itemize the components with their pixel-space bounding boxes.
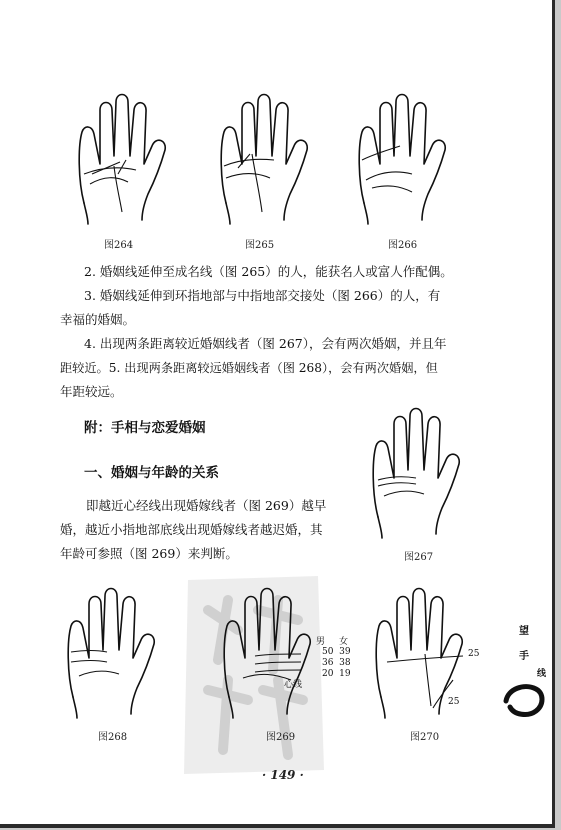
figure-267-palm bbox=[360, 402, 478, 542]
paragraph-2: 2. 婚姻线延伸至成名线（图 265）的人，能获名人或富人作配偶。 bbox=[84, 264, 453, 279]
fig270-label-lower: 25 bbox=[448, 697, 460, 707]
figure-264-caption: 图264 bbox=[104, 240, 134, 251]
figure-266-palm bbox=[350, 88, 460, 228]
paragraph-3-line1: 3. 婚姻线延伸到环指地部与中指地部交接处（图 266）的人，有 bbox=[84, 288, 441, 303]
paragraph-6-line3: 年龄可参照（图 269）来判断。 bbox=[60, 546, 238, 561]
paragraph-4-line2: 距较近。5. 出现两条距离较远婚姻线者（图 268），会有两次婚姻，但 bbox=[60, 361, 438, 375]
figure-265-caption: 图265 bbox=[245, 240, 275, 251]
fig269-label-row1: 50 39 bbox=[322, 647, 351, 657]
figure-268-caption: 图268 bbox=[98, 732, 128, 743]
fig269-label-row3: 20 19 bbox=[322, 669, 351, 679]
logo-char-3: 线 bbox=[536, 669, 546, 679]
fig269-heart-line-label: 心线 bbox=[284, 680, 303, 690]
appendix-heading: 附：手相与恋爱婚姻 bbox=[84, 420, 206, 436]
figure-270-palm bbox=[362, 582, 482, 722]
figure-267-caption: 图267 bbox=[404, 552, 434, 563]
fig270-label-upper: 25 bbox=[468, 649, 480, 659]
figure-264-palm bbox=[70, 88, 180, 228]
paragraph-6-line2: 婚，越近小指地部底线出现婚嫁线者越迟婚，其 bbox=[60, 522, 323, 537]
figure-266-caption: 图266 bbox=[388, 240, 418, 251]
fig269-label-female: 女 bbox=[339, 637, 349, 647]
paragraph-4-line3: 年距较远。 bbox=[60, 384, 123, 399]
page-number: · 149 · bbox=[262, 768, 304, 782]
paragraph-6-line1: 即越近心经线出现婚嫁线者（图 269）越早 bbox=[86, 498, 327, 513]
fig269-label-row2: 36 38 bbox=[322, 658, 351, 668]
section-heading: 一、婚姻与年龄的关系 bbox=[84, 465, 219, 481]
figure-265-palm bbox=[212, 88, 322, 228]
fig269-label-male: 男 bbox=[316, 637, 326, 647]
logo-swirl-icon bbox=[502, 679, 546, 719]
figure-269-palm bbox=[210, 582, 330, 722]
figure-268-palm bbox=[54, 582, 174, 722]
logo-char-2: 手 bbox=[519, 651, 529, 662]
figure-270-caption: 图270 bbox=[410, 732, 440, 743]
publisher-logo bbox=[502, 622, 546, 723]
figure-269-caption: 图269 bbox=[266, 732, 296, 743]
logo-char-1: 望 bbox=[519, 626, 529, 637]
paragraph-3-line2: 幸福的婚姻。 bbox=[60, 312, 136, 327]
paragraph-4-line1: 4. 出现两条距离较近婚姻线者（图 267），会有两次婚姻，并且年 bbox=[84, 336, 447, 351]
